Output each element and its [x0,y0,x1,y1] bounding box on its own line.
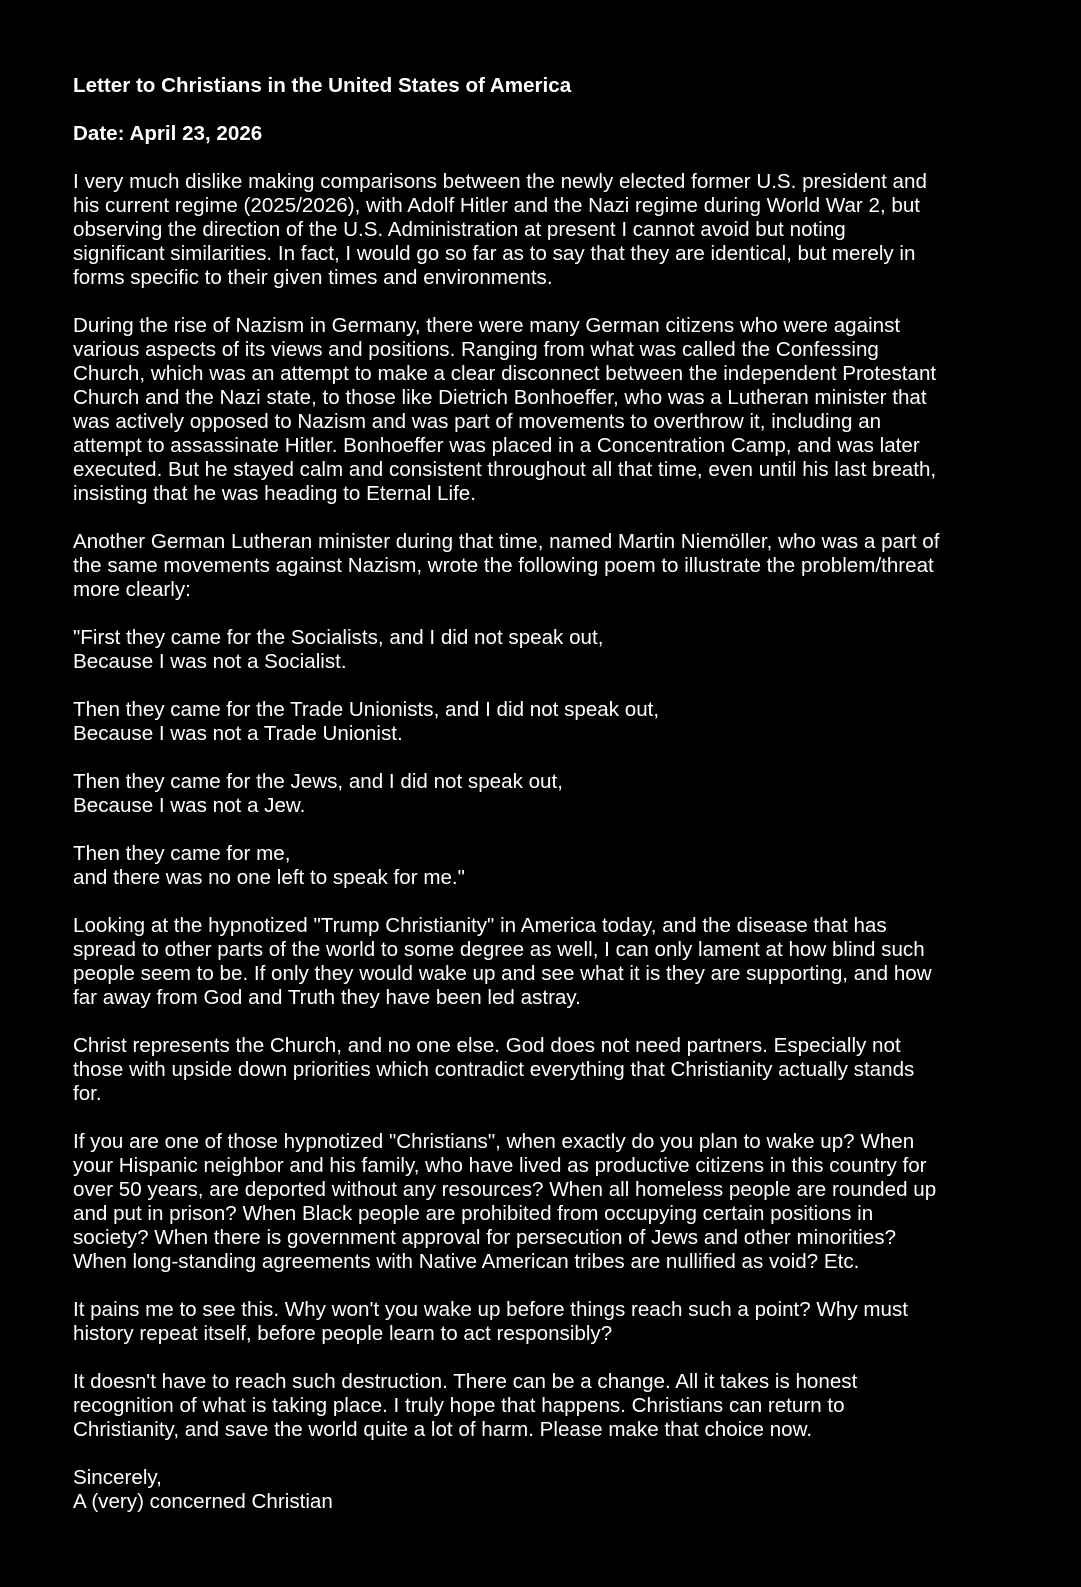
paragraph-line: far away from God and Truth they have been led astray. [73,986,581,1009]
paragraph-line: Because I was not a Trade Unionist. [73,722,403,745]
paragraph [73,626,1013,674]
paragraph-line: Then they came for the Trade Unionists, and I did not speak out, [73,698,660,721]
paragraph-line: "First they came for the Socialists, and I did not speak out, [73,626,604,649]
paragraph-line: attempt to assassinate Hitler. Bonhoeffer was placed in a Concentration Camp, and was later [73,434,920,457]
paragraph-line: more clearly: [73,578,191,601]
paragraph [73,698,1013,746]
paragraph [73,770,1013,818]
paragraph-line: the same movements against Nazism, wrote the following poem to illustrate the problem/threat [73,554,934,577]
paragraph-line: spread to other parts of the world to some degree as well, I can only lament at how blind such [73,938,925,961]
paragraph-line: It pains me to see this. Why won't you wake up before things reach such a point? Why must [73,1298,908,1321]
paragraph-line: observing the direction of the U.S. Administration at present I cannot avoid but noting [73,218,846,241]
paragraph [73,842,1013,890]
paragraph-line: Looking at the hypnotized "Trump Christianity" in America today, and the disease that has [73,914,887,937]
paragraph-line: insisting that he was heading to Eternal Life. [73,482,476,505]
paragraph-line: Then they came for the Jews, and I did not speak out, [73,770,563,793]
paragraph-line: Church, which was an attempt to make a clear disconnect between the independent Protestant [73,362,937,385]
paragraph-line: I very much dislike making comparisons between the newly elected former U.S. president and [73,170,927,193]
paragraph-line: Because I was not a Socialist. [73,650,347,673]
paragraph-line: people seem to be. If only they would wake up and see what it is they are supporting, and how [73,962,932,985]
paragraph-line: significant similarities. In fact, I would go so far as to say that they are identical, but merely in [73,242,916,265]
paragraph [73,170,1013,290]
paragraph-line: various aspects of its views and positions. Ranging from what was called the Confessing [73,338,879,361]
paragraph-line: society? When there is government approval for persecution of Jews and other minorities? [73,1226,897,1249]
paragraph [73,530,1013,602]
letter-signoff [73,1466,1013,1514]
paragraph-line: and put in prison? When Black people are prohibited from occupying certain positions in [73,1202,874,1225]
paragraph-line: It doesn't have to reach such destruction. There can be a change. All it takes is honest [73,1370,858,1393]
paragraph-line: your Hispanic neighbor and his family, who have lived as productive citizens in this country for [73,1154,927,1177]
paragraph-line: If you are one of those hypnotized "Christians", when exactly do you plan to wake up? When [73,1130,915,1153]
closing-text: Sincerely, [73,1466,162,1489]
paragraph-line: recognition of what is taking place. I truly hope that happens. Christians can return to [73,1394,845,1417]
paragraph [73,914,1013,1010]
paragraph-line: for. [73,1082,102,1105]
letter-date: Date: April 23, 2026 [73,122,263,145]
signature-text: A (very) concerned Christian [73,1490,333,1513]
paragraph-line: Because I was not a Jew. [73,794,306,817]
paragraph-line: history repeat itself, before people learn to act responsibly? [73,1322,613,1345]
paragraph-line: Christianity, and save the world quite a lot of harm. Please make that choice now. [73,1418,813,1441]
paragraph [73,314,1013,506]
paragraph-line: those with upside down priorities which contradict everything that Christianity actually stands [73,1058,915,1081]
paragraph [73,1370,1013,1442]
paragraph-line: Then they came for me, [73,842,291,865]
paragraph [73,1298,1013,1346]
paragraph-line: During the rise of Nazism in Germany, there were many German citizens who were against [73,314,901,337]
paragraph-line: forms specific to their given times and environments. [73,266,553,289]
paragraph-line: his current regime (2025/2026), with Adolf Hitler and the Nazi regime during World War 2, but [73,194,921,217]
paragraph [73,1130,1013,1274]
paragraph-line: executed. But he stayed calm and consistent throughout all that time, even until his last breath, [73,458,937,481]
letter-title: Letter to Christians in the United States of America [73,74,572,97]
paragraph-line: When long-standing agreements with Native American tribes are nullified as void? Etc. [73,1250,860,1273]
paragraph-line: over 50 years, are deported without any resources? When all homeless people are rounded up [73,1178,937,1201]
paragraph [73,1034,1013,1106]
paragraph-line: Another German Lutheran minister during that time, named Martin Niemöller, who was a part of [73,530,940,553]
letter-document [73,74,1013,1514]
paragraph-line: was actively opposed to Nazism and was part of movements to overthrow it, including an [73,410,882,433]
paragraph-line: and there was no one left to speak for me." [73,866,465,889]
paragraph-line: Church and the Nazi state, to those like Dietrich Bonhoeffer, who was a Lutheran minister that [73,386,927,409]
paragraph-line: Christ represents the Church, and no one else. God does not need partners. Especially not [73,1034,901,1057]
letter-body [73,170,1013,1442]
